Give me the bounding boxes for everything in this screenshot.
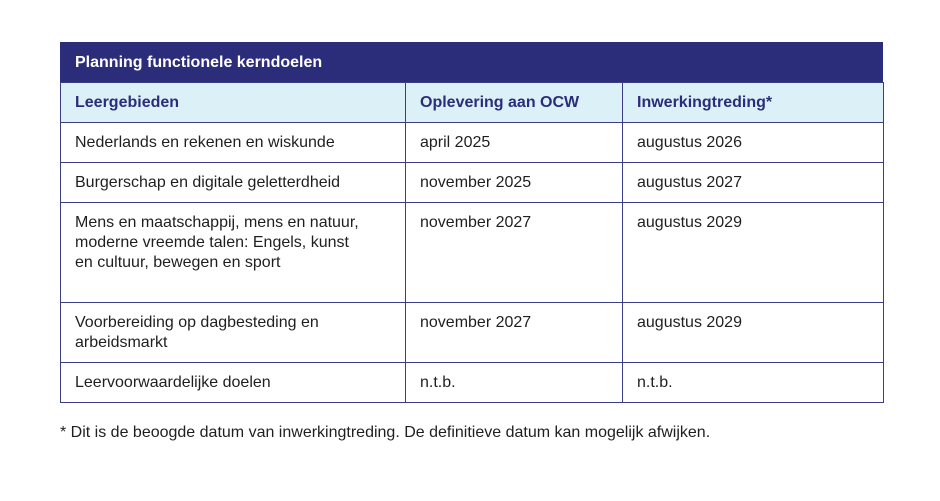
- cell-inwerkingtreding: augustus 2029: [623, 303, 884, 363]
- cell-leergebied: Leervoorwaardelijke doelen: [61, 363, 406, 403]
- table-row: [61, 163, 884, 203]
- table-title: Planning functionele kerndoelen: [60, 42, 883, 82]
- planning-table-container: [60, 42, 883, 403]
- planning-table: [60, 82, 884, 403]
- cell-oplevering: april 2025: [406, 123, 623, 163]
- header-leergebieden: Leergebieden: [61, 83, 406, 123]
- cell-inwerkingtreding: n.t.b.: [623, 363, 884, 403]
- cell-inwerkingtreding: augustus 2026: [623, 123, 884, 163]
- cell-inwerkingtreding: augustus 2029: [623, 203, 884, 303]
- table-row: [61, 303, 884, 363]
- table-row: [61, 203, 884, 303]
- cell-leergebied: Nederlands en rekenen en wiskunde: [61, 123, 406, 163]
- cell-leergebied: Voorbereiding op dagbesteding en arbeidsmarkt: [61, 303, 406, 363]
- table-row: [61, 123, 884, 163]
- cell-leergebied: Burgerschap en digitale geletterdheid: [61, 163, 406, 203]
- cell-oplevering: november 2027: [406, 203, 623, 303]
- table-row: [61, 363, 884, 403]
- cell-oplevering: n.t.b.: [406, 363, 623, 403]
- cell-oplevering: november 2025: [406, 163, 623, 203]
- cell-inwerkingtreding: augustus 2027: [623, 163, 884, 203]
- cell-oplevering: november 2027: [406, 303, 623, 363]
- header-inwerkingtreding: Inwerkingtreding*: [623, 83, 884, 123]
- footnote: * Dit is de beoogde datum van inwerkingtreding. De definitieve datum kan mogelijk afwijken.: [60, 424, 711, 441]
- cell-leergebied: Mens en maatschappij, mens en natuur, moderne vreemde talen: Engels, kunst en cultuur, bewegen en sport: [61, 203, 406, 303]
- header-oplevering: Oplevering aan OCW: [406, 83, 623, 123]
- header-row: [61, 83, 884, 123]
